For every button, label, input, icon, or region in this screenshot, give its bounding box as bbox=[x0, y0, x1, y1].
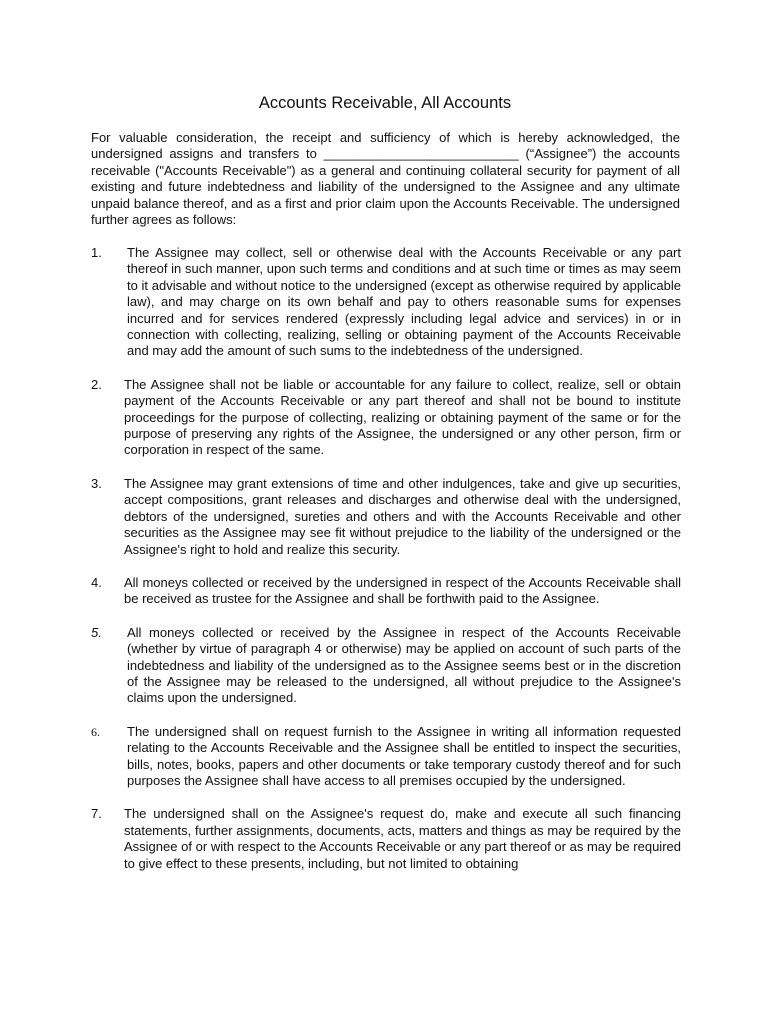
clause-6 bbox=[91, 724, 681, 790]
clause-number: 1. bbox=[91, 245, 102, 260]
clause-number: 4. bbox=[91, 574, 102, 590]
clause-7 bbox=[91, 806, 681, 872]
intro-paragraph: For valuable consideration, the receipt and sufficiency of which is hereby acknowledged, the undersigned assigns and transfers to ___________________________ (“Assignee”) the accounts receivable ("Accounts Receivable") as a general and continuing collateral security for payment of all existing and future indebtedness and liability of the undersigned to the Assignee and any ultimate unpaid balance thereof, and as a first and prior claim upon the Accounts Receivable. The undersigned further agrees as follows: bbox=[91, 130, 680, 228]
clause-number: 2. bbox=[91, 376, 102, 392]
clause-text: The Assignee may collect, sell or otherwise deal with the Accounts Receivable or any part thereof in such manner, upon such terms and conditions and at such time or times as may seem to it advisable and without notice to the undersigned (except as otherwise required by applicable law), and may charge on its own behalf and pay to others reasonable sums for expenses incurred and for services rendered (expressly including legal advice and services) in or in connection with collecting, realizing, selling or obtaining payment of the Accounts Receivable and may add the amount of such sums to the indebtedness of the undersigned. bbox=[127, 245, 681, 359]
clause-3 bbox=[91, 476, 681, 558]
clause-2 bbox=[91, 377, 681, 459]
clause-text: The Assignee may grant extensions of time and other indulgences, take and give up securities, accept compositions, grant releases and discharges and otherwise deal with the undersigned, debtors of the undersigned, sureties and others and with the Accounts Receivable and other securities as the Assignee may see fit without prejudice to the liability of the undersigned or the Assignee's right to hold and realize this security. bbox=[124, 475, 681, 557]
clause-text: The undersigned shall on the Assignee's request do, make and execute all such financing statements, further assignments, documents, acts, matters and things as may be required by the Assignee of or with respect to the Accounts Receivable or any part thereof or as may be required to give effect to these presents, including, but not limited to obtaining bbox=[124, 806, 681, 871]
clause-number: 6. bbox=[91, 724, 100, 739]
clause-number: 3. bbox=[91, 475, 102, 491]
clause-text: The undersigned shall on request furnish to the Assignee in writing all information requested relating to the Accounts Receivable and the Assignee shall be entitled to inspect the securities, bills, notes, books, papers and other documents or take temporary custody thereof and for such purposes the Assignee shall have access to all premises occupied by the undersigned. bbox=[127, 723, 681, 788]
clause-text: The Assignee shall not be liable or accountable for any failure to collect, realize, sell or obtain payment of the Accounts Receivable or any part thereof and shall not be bound to institute proceedings for the purpose of collecting, realizing or obtaining payment of the same or for the purpose of preserving any rights of the Assignee, the undersigned or any other person, firm or corporation in respect of the same. bbox=[124, 376, 681, 458]
clause-text: All moneys collected or received by the Assignee in respect of the Accounts Receivable (whether by virtue of paragraph 4 or otherwise) may be applied on account of such parts of the indebtedness and liability of the undersigned as to the Assignee seems best or in the discretion of the Assignee may be released to the undersigned, all without prejudice to the Assignee's claims upon the undersigned. bbox=[127, 624, 681, 706]
clause-number: 5. bbox=[91, 624, 102, 640]
clause-list bbox=[91, 245, 681, 889]
document-title: Accounts Receivable, All Accounts bbox=[258, 94, 512, 112]
clause-5 bbox=[91, 625, 681, 707]
clause-number: 7. bbox=[91, 806, 102, 822]
clause-4 bbox=[91, 575, 681, 608]
clause-text: All moneys collected or received by the undersigned in respect of the Accounts Receivable shall be received as trustee for the Assignee and shall be forthwith paid to the Assignee. bbox=[124, 574, 681, 607]
clause-1 bbox=[91, 245, 681, 360]
